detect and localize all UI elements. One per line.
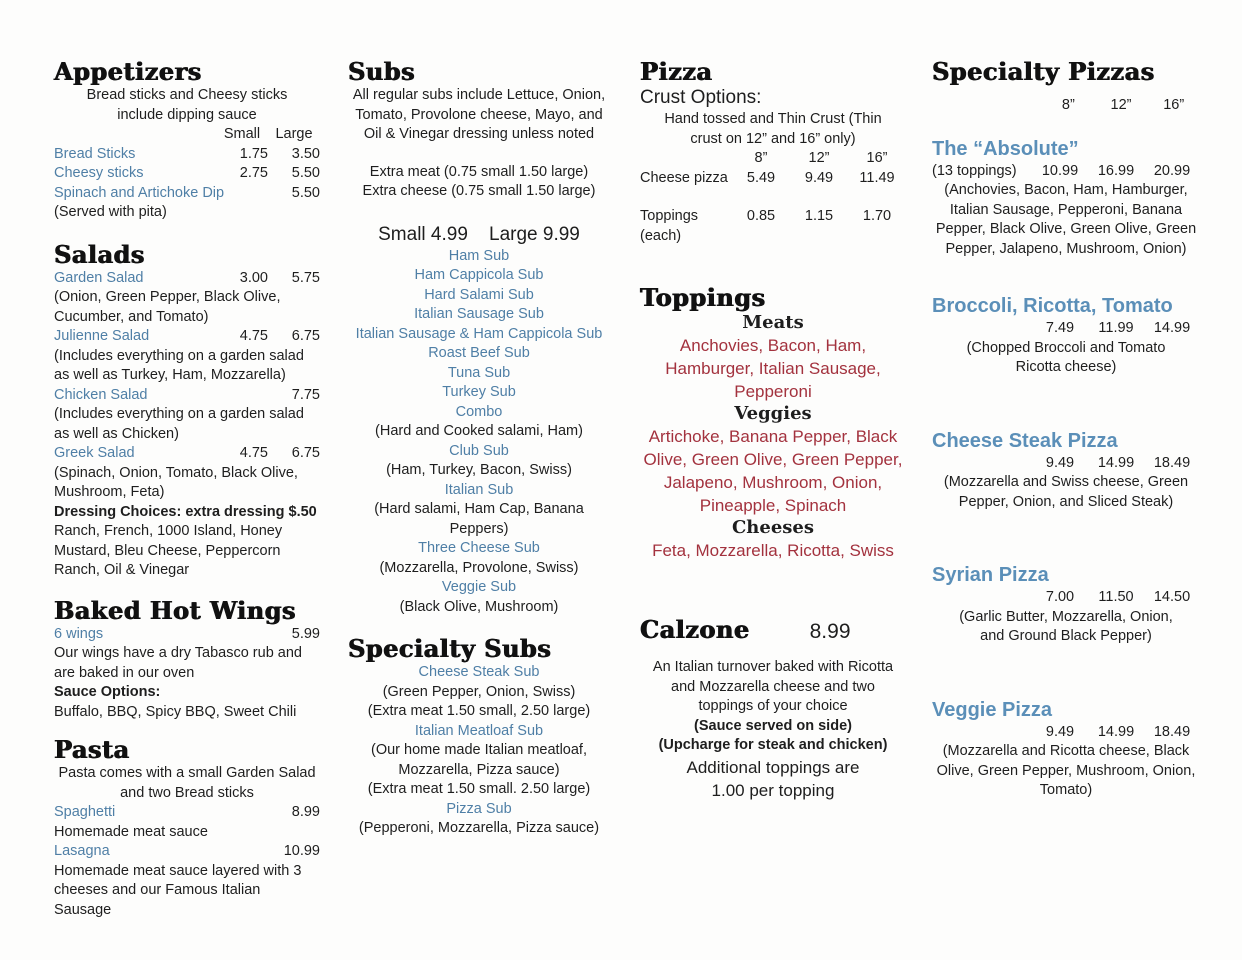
specialty-pizza-price: 11.50	[1098, 589, 1134, 605]
dressing-list: Ranch, French, 1000 Island, Honey Mustard, Bleu Cheese, Peppercorn Ranch, Oil & Vinegar	[54, 523, 283, 578]
appetizer-item	[54, 164, 320, 184]
specialty-pizza-price: 9.49	[1045, 454, 1075, 471]
salad-item	[54, 444, 320, 464]
specialty-pizza-price-row	[932, 319, 1200, 339]
sub-name: Combo	[455, 403, 503, 420]
salad-small-price: 4.75	[239, 328, 268, 344]
appetizers-heading: Appetizers	[54, 57, 202, 86]
appetizers-intro: Bread sticks and Cheesy sticks include dipping sauce	[86, 87, 288, 123]
salad-item	[54, 386, 320, 406]
subs-extra-meat: Extra meat (0.75 small 1.50 large)	[369, 163, 589, 180]
salad-large-price: 6.75	[291, 445, 320, 461]
specialty-pizza-price: 14.99	[1153, 320, 1191, 336]
pizza-heading: Pizza	[640, 57, 713, 86]
absolute-pizza-name: The “Absolute”	[932, 137, 1079, 160]
subs-intro: All regular subs include Lettuce, Onion, Tomato, Provolone cheese, Mayo, and Oil & Vinegar dressing unless noted	[352, 87, 606, 142]
specialty-sub-name: Cheese Steak Sub	[418, 664, 540, 680]
appetizer-large-price: 5.50	[291, 165, 320, 181]
specialty-sub-desc: (Green Pepper, Onion, Swiss)	[382, 683, 576, 700]
salads-heading: Salads	[54, 239, 145, 269]
sub-name: Roast Beef Sub	[428, 345, 530, 361]
calzone-sauce-note: (Sauce served on side)	[694, 717, 852, 734]
sub-desc: (Black Olive, Mushroom)	[399, 598, 559, 615]
sub-name: Three Cheese Sub	[418, 540, 540, 556]
subs-price-line: Small 4.99 Large 9.99	[378, 223, 580, 245]
crust-label: Crust Options:	[640, 87, 762, 108]
salad-name: Garden Salad	[54, 269, 144, 286]
absolute-pizza-price-row	[932, 162, 1200, 182]
calzone-additional: Additional toppings are 1.00 per topping	[686, 757, 860, 800]
salad-name: Chicken Salad	[54, 386, 148, 403]
specialty-pizza-price: 18.49	[1153, 454, 1191, 471]
pasta-price: 10.99	[283, 843, 320, 859]
specialty-pizza-price-row	[932, 588, 1200, 608]
salad-desc: (Spinach, Onion, Tomato, Black Olive, Mushroom, Feta)	[54, 464, 298, 500]
appetizers-size-header	[54, 125, 320, 145]
sub-desc: (Hard salami, Ham Cap, Banana Peppers)	[374, 501, 584, 537]
sub-name: Tuna Sub	[447, 364, 511, 381]
calzone-price: 8.99	[809, 620, 851, 643]
size-large-label: Large	[275, 126, 313, 142]
topping-price: 1.15	[804, 208, 834, 224]
salad-desc: (Includes everything on a garden salad as well as Chicken)	[54, 406, 304, 442]
wings-price: 5.99	[291, 625, 320, 642]
column-1	[54, 58, 320, 920]
specialty-pizza-desc: (Mozzarella and Ricotta cheese, Black Olive, Green Pepper, Mushroom, Onion, Tomato)	[936, 743, 1196, 798]
specialty-sub-extra: (Extra meat 1.50 small. 2.50 large)	[367, 781, 591, 797]
subs-extra-cheese: Extra cheese (0.75 small 1.50 large)	[362, 183, 596, 199]
calzone-heading: Calzone	[640, 615, 750, 644]
wings-name: 6 wings	[54, 625, 104, 642]
pizza-size: 8”	[754, 150, 768, 166]
pasta-price: 8.99	[291, 804, 320, 820]
appetizer-item	[54, 145, 320, 165]
salad-large-price: 5.75	[291, 269, 320, 286]
column-2	[348, 58, 610, 839]
specialty-pizza-price: 7.49	[1045, 320, 1075, 336]
cheese-pizza-price: 11.49	[859, 169, 895, 186]
specialty-pizza-name: Syrian Pizza	[932, 564, 1049, 586]
sub-name: Club Sub	[449, 442, 509, 459]
sub-desc: (Ham, Turkey, Bacon, Swiss)	[386, 462, 572, 478]
appetizer-small-price: 2.75	[239, 165, 268, 181]
calzone-header	[640, 616, 906, 644]
specialty-pizzas-heading: Specialty Pizzas	[932, 57, 1155, 86]
salad-large-price: 7.75	[291, 386, 320, 403]
specialty-size: 16”	[1163, 97, 1185, 113]
specialty-size-header	[932, 96, 1200, 116]
wings-heading: Baked Hot Wings	[54, 595, 296, 625]
specialty-size: 8”	[1061, 97, 1075, 113]
sauce-label: Sauce Options:	[54, 684, 161, 700]
meats-list: Anchovies, Bacon, Ham, Hamburger, Italian Sausage, Pepperoni	[665, 336, 881, 401]
pasta-desc: Homemade meat sauce layered with 3 cheeses and our Famous Italian Sausage	[54, 862, 302, 918]
sauce-list: Buffalo, BBQ, Spicy BBQ, Sweet Chili	[54, 703, 297, 720]
appetizer-item	[54, 184, 320, 204]
pasta-item	[54, 803, 320, 823]
meats-label: Meats	[742, 312, 804, 333]
specialty-pizza-desc: (Chopped Broccoli and Tomato Ricotta cheese)	[966, 339, 1166, 375]
specialty-sub-extra: (Extra meat 1.50 small, 2.50 large)	[367, 703, 591, 719]
cheese-pizza-row	[640, 169, 906, 189]
pasta-intro: Pasta comes with a small Garden Salad and two Bread sticks	[58, 765, 316, 801]
veggies-label: Veggies	[734, 403, 812, 424]
wings-desc: Our wings have a dry Tabasco rub and are baked in our oven	[54, 645, 302, 681]
sub-name: Italian Sausage Sub	[414, 306, 544, 322]
specialty-pizza-price: 14.99	[1097, 723, 1135, 740]
appetizer-name: Cheesy sticks	[54, 165, 144, 181]
pasta-name: Spaghetti	[54, 804, 116, 820]
appetizer-name: Spinach and Artichoke Dip	[54, 184, 225, 201]
specialty-pizza-name: Cheese Steak Pizza	[932, 429, 1118, 452]
salad-large-price: 6.75	[291, 328, 320, 344]
dip-note: (Served with pita)	[54, 204, 167, 220]
specialty-subs-heading: Specialty Subs	[348, 634, 552, 663]
toppings-price-label: Toppings (each)	[640, 208, 699, 244]
specialty-pizza-price: 11.99	[1098, 320, 1134, 336]
pasta-item	[54, 842, 320, 862]
topping-price: 1.70	[862, 208, 892, 224]
absolute-pizza-desc: (Anchovies, Bacon, Ham, Hamburger, Italian Sausage, Pepperoni, Banana Pepper, Black Olive, Green Olive, Green Pepper, Jalapeno, Mushroom, Onion)	[935, 182, 1197, 257]
pasta-heading: Pasta	[54, 735, 130, 764]
salad-small-price: 3.00	[239, 269, 268, 286]
specialty-size: 12”	[1110, 97, 1132, 113]
cheese-pizza-label: Cheese pizza	[640, 169, 728, 186]
sub-name: Ham Cappicola Sub	[414, 267, 544, 283]
specialty-pizza-price: 14.99	[1097, 454, 1135, 471]
wings-item	[54, 625, 320, 645]
sub-name: Italian Sub	[444, 481, 514, 498]
subs-heading: Subs	[348, 57, 416, 86]
salad-item	[54, 269, 320, 289]
specialty-pizza-price-row	[932, 454, 1200, 474]
specialty-pizza-price: 14.50	[1153, 589, 1191, 605]
pizza-size: 12”	[808, 150, 830, 166]
cheese-pizza-price: 5.49	[746, 169, 776, 186]
sub-name: Hard Salami Sub	[424, 286, 534, 303]
pizza-size: 16”	[866, 150, 888, 166]
sub-desc: (Hard and Cooked salami, Ham)	[375, 423, 583, 439]
pizza-size-header	[640, 149, 906, 169]
veggies-list: Artichoke, Banana Pepper, Black Olive, Green Olive, Green Pepper, Jalapeno, Mushroom, Onion, Pineapple, Spinach	[643, 427, 903, 515]
cheeses-label: Cheeses	[731, 517, 815, 538]
toppings-price-row	[640, 207, 906, 246]
pasta-desc: Homemade meat sauce	[54, 823, 208, 840]
cheeses-list: Feta, Mozzarella, Ricotta, Swiss	[652, 541, 894, 560]
dressing-label: Dressing Choices: extra dressing $.50	[54, 503, 317, 520]
appetizer-small-price: 1.75	[239, 145, 268, 162]
cheese-pizza-price: 9.49	[804, 169, 834, 186]
appetizer-large-price: 3.50	[291, 145, 320, 162]
column-3	[640, 58, 906, 802]
sub-name: Italian Sausage & Ham Cappicola Sub	[355, 325, 603, 342]
specialty-pizza-desc: (Mozzarella and Swiss cheese, Green Pepper, Onion, and Sliced Steak)	[943, 474, 1189, 510]
specialty-pizza-desc: (Garlic Butter, Mozzarella, Onion, and Ground Black Pepper)	[959, 608, 1173, 644]
sub-name: Veggie Sub	[441, 579, 517, 595]
absolute-pizza-price: 10.99	[1041, 162, 1079, 179]
specialty-pizza-name: Broccoli, Ricotta, Tomato	[932, 295, 1173, 317]
specialty-pizza-price: 9.49	[1045, 723, 1075, 740]
sub-name: Ham Sub	[448, 247, 510, 264]
size-small-label: Small	[223, 126, 261, 142]
calzone-desc: An Italian turnover baked with Ricotta and Mozzarella cheese and two toppings of your choice	[652, 659, 894, 714]
absolute-pizza-price: 20.99	[1153, 162, 1191, 179]
specialty-sub-name: Italian Meatloaf Sub	[414, 722, 544, 739]
appetizer-large-price: 5.50	[291, 184, 320, 201]
specialty-pizza-name: Veggie Pizza	[932, 698, 1053, 721]
topping-price: 0.85	[746, 208, 776, 224]
appetizer-name: Bread Sticks	[54, 145, 136, 162]
absolute-pizza-count: (13 toppings)	[932, 162, 1017, 179]
salad-item	[54, 327, 320, 347]
specialty-pizza-price: 18.49	[1153, 723, 1191, 740]
specialty-pizza-price-row	[932, 723, 1200, 743]
salad-name: Greek Salad	[54, 445, 135, 461]
subs-list	[348, 247, 610, 618]
salad-desc: (Includes everything on a garden salad as well as Turkey, Ham, Mozzarella)	[54, 347, 304, 383]
salad-desc: (Onion, Green Pepper, Black Olive, Cucumber, and Tomato)	[54, 289, 281, 325]
crust-desc: Hand tossed and Thin Crust (Thin crust on 12” and 16” only)	[664, 111, 882, 147]
specialty-sub-desc: (Our home made Italian meatloaf, Mozzarella, Pizza sauce)	[371, 742, 587, 778]
toppings-heading: Toppings	[640, 283, 766, 312]
specialty-sub-name: Pizza Sub	[446, 800, 512, 817]
salad-small-price: 4.75	[239, 445, 268, 461]
specialty-pizza-price: 7.00	[1045, 589, 1075, 605]
absolute-pizza-price: 16.99	[1097, 162, 1135, 179]
sub-name: Turkey Sub	[442, 384, 516, 400]
salad-name: Julienne Salad	[54, 328, 150, 344]
pasta-name: Lasagna	[54, 843, 110, 859]
column-4	[932, 58, 1200, 801]
sub-desc: (Mozzarella, Provolone, Swiss)	[379, 559, 579, 576]
specialty-sub-desc: (Pepperoni, Mozzarella, Pizza sauce)	[358, 820, 600, 836]
calzone-upcharge-note: (Upcharge for steak and chicken)	[658, 737, 888, 753]
